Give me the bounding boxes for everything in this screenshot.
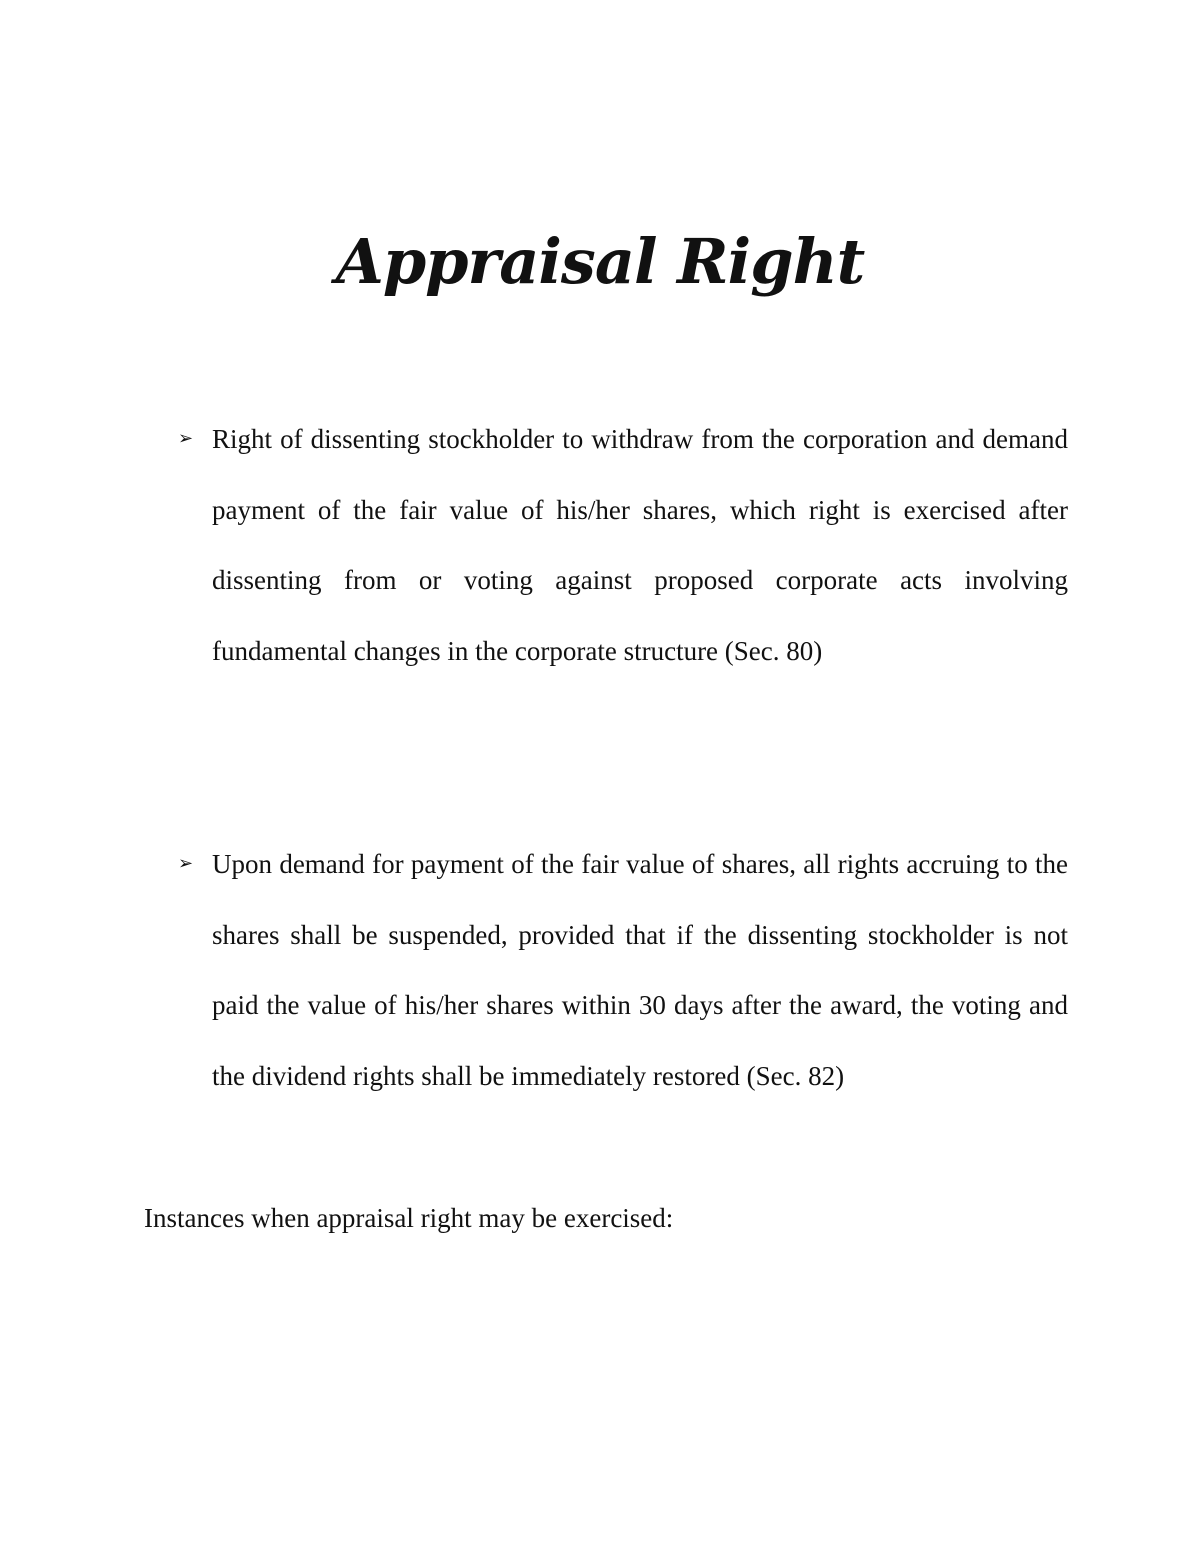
closing-line: Instances when appraisal right may be exercised: — [144, 1203, 674, 1233]
arrow-bullet-icon: ➢ — [178, 428, 194, 449]
bullet-item — [178, 404, 1068, 686]
page-title: Appraisal Right — [335, 225, 865, 298]
bullet-text: Upon demand for payment of the fair value of shares, all rights accruing to the shares shall be suspended, provided that if the dissenting stockholder is not paid the value of his/her shares within 30 days after the award, the voting and the dividend rights shall be immediately restored (Sec. 82) — [212, 849, 1068, 1091]
bullet-text: Right of dissenting stockholder to withdraw from the corporation and demand payment of the fair value of his/her shares, which right is exercised after dissenting from or voting against proposed corporate acts involving fundamental changes in the corporate structure (Sec. 80) — [212, 424, 1068, 666]
bullet-item — [178, 829, 1068, 1111]
arrow-bullet-icon: ➢ — [178, 853, 194, 874]
